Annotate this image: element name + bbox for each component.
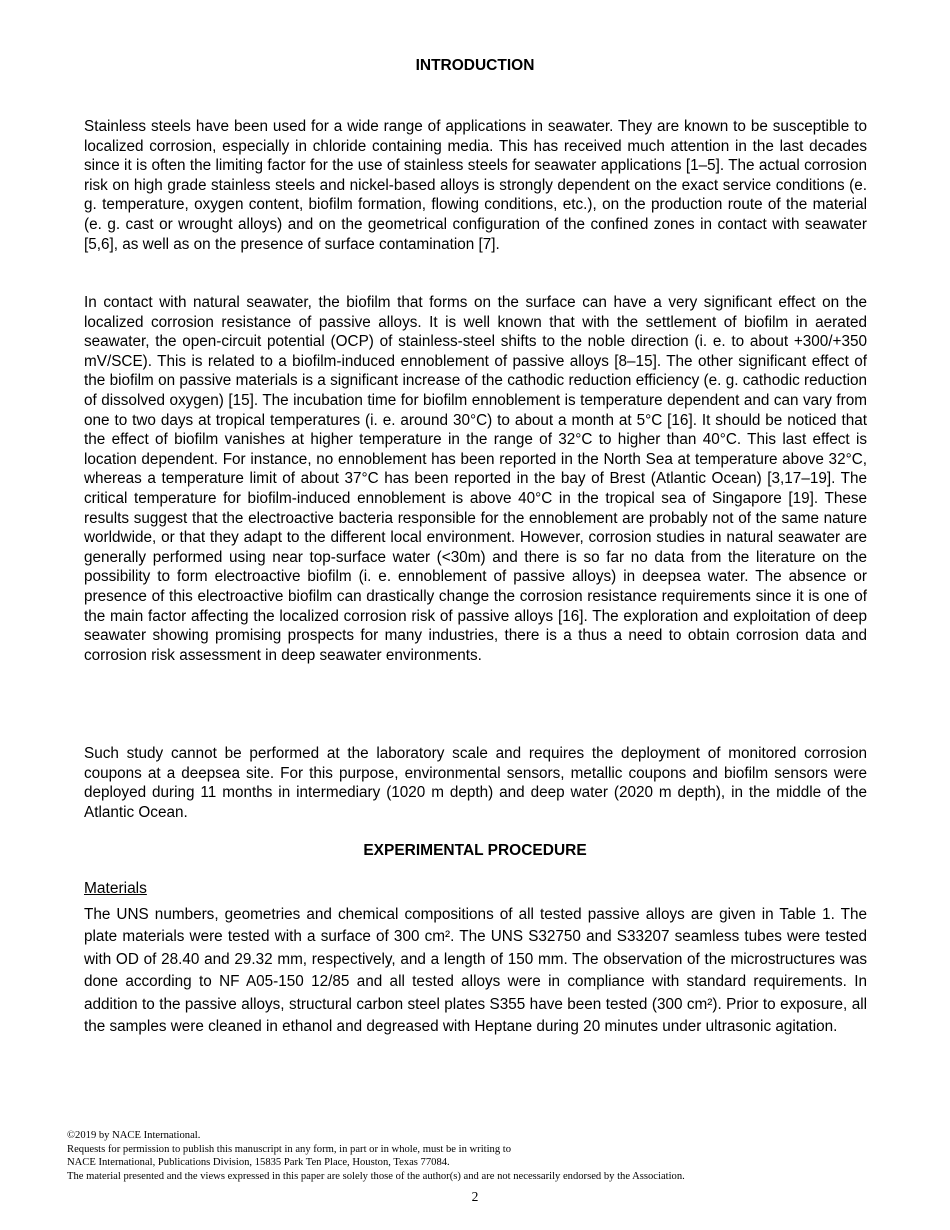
introduction-paragraph-1: Stainless steels have been used for a wide range of applications in seawater. They are known to be susceptible to localized corrosion, especially in chloride containing media. This has received much attention in the last decades since it is often the limiting factor for the use of stainless steels for seawater applications [1–5]. The actual corrosion risk on high grade stainless steels and nickel-based alloys is strongly dependent on the exact service conditions (e. g. temperature, oxygen content, biofilm formation, flowing conditions, etc.), on the production route of the material (e. g. cast or wrought alloys) and on the geometrical configuration of the confined zones in contact with seawater [5,6], as well as on the presence of surface contamination [7].	[84, 118, 867, 253]
materials-subheading: Materials	[84, 880, 147, 897]
copyright-line: ©2019 by NACE International.	[67, 1130, 201, 1141]
materials-paragraph: The UNS numbers, geometries and chemical compositions of all tested passive alloys are given in Table 1. The plate materials were tested with a surface of 300 cm². The UNS S32750 and S33207 seamless tubes were tested with OD of 28.40 and 29.32 mm, respectively, and a length of 150 mm. The observation of the microstructures was done according to NF A05-150 12/85 and all tested alloys were in compliance with standard requirements. In addition to the passive alloys, structural carbon steel plates S355 have been tested (300 cm²). Prior to exposure, all the samples were cleaned in ethanol and degreased with Heptane during 20 minutes under ultrasonic agitation.	[84, 906, 867, 1036]
copyright-footer	[67, 1129, 887, 1183]
experimental-procedure-heading: EXPERIMENTAL PROCEDURE	[363, 842, 587, 859]
permission-line-2: NACE International, Publications Division, 15835 Park Ten Place, Houston, Texas 77084.	[67, 1157, 450, 1169]
introduction-paragraph-3: Such study cannot be performed at the laboratory scale and requires the deployment of monitored corrosion coupons at a deepsea site. For this purpose, environmental sensors, metallic coupons and biofilm sensors were deployed during 11 months in intermediary (1020 m depth) and deep water (2020 m depth), in the middle of the Atlantic Ocean.	[84, 745, 867, 821]
introduction-paragraph-2: In contact with natural seawater, the biofilm that forms on the surface can have a very significant effect on the localized corrosion resistance of passive alloys. It is well known that with the settlement of biofilm in aerated seawater, the open-circuit potential (OCP) of stainless-steel shifts to the noble direction (i. e. to about +300/+350 mV/SCE). This is related to a biofilm-induced ennoblement of passive alloys [8–15]. The other significant effect of the biofilm on passive materials is a significant increase of the cathodic reduction efficiency (e. g. cathodic reduction of dissolved oxygen) [15]. The incubation time for biofilm ennoblement is temperature dependent and can vary from one to two days at tropical temperatures (i. e. around 30°C) to about a month at 5°C [16]. It should be noticed that the effect of biofilm vanishes at higher temperature in the range of 32°C to higher than 40°C. This last effect is location dependent. For instance, no ennoblement has been reported in the North Sea at temperature above 32°C, whereas a temperature limit of about 37°C has been reported in the bay of Brest (Atlantic Ocean) [3,17–19]. The critical temperature for biofilm-induced ennoblement is above 40°C in the tropical sea of Singapore [19]. These results suggest that the electroactive bacteria responsible for the ennoblement are probably not of the same nature worldwide, or that they adapt to the different local environment. However, corrosion studies in natural seawater are generally performed using near top-surface water (<30m) and there is so far no data from the literature on the possibility to form electroactive biofilm (i. e. ennoblement of passive alloys) in deepsea water. The absence or presence of this electroactive biofilm can drastically change the corrosion resistance requirements since it is one of the main factor affecting the localized corrosion risk of passive alloys [16]. The exploration and exploitation of deep seawater showing promising prospects for many industries, there is a thus a need to obtain corrosion data and corrosion risk assessment in deep seawater environments.	[84, 294, 867, 664]
introduction-heading: INTRODUCTION	[415, 57, 535, 74]
page-number: 2	[471, 1189, 479, 1204]
permission-line-1: Requests for permission to publish this manuscript in any form, in part or in whole, must be in writing to	[67, 1143, 512, 1155]
disclaimer-line: The material presented and the views expressed in this paper are solely those of the author(s) and are not necessarily endorsed by the Association.	[67, 1170, 685, 1182]
